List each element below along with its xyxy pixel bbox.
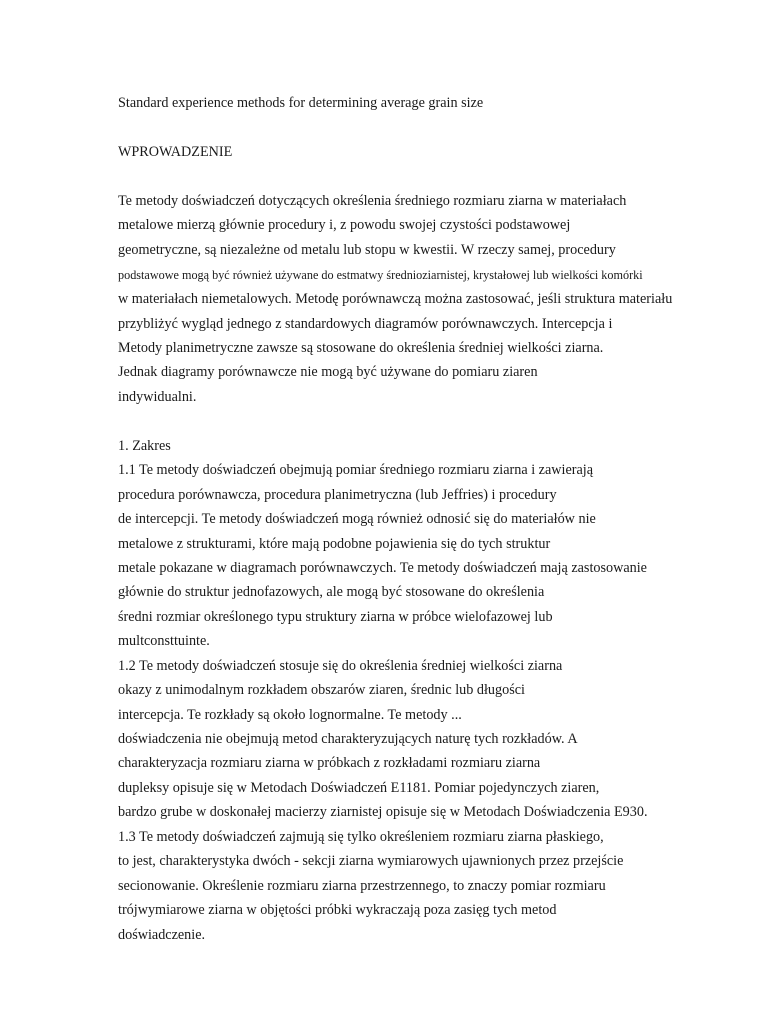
intro-line: przybliżyć wygląd jednego z standardowych diagramów porównawczych. Intercepcja i bbox=[118, 316, 613, 332]
body-line: okazy z unimodalnym rozkładem obszarów ziaren, średnic lub długości bbox=[118, 682, 525, 698]
section-heading-scope: 1. Zakres bbox=[118, 438, 171, 454]
body-line: metalowe z strukturami, które mają podobne pojawienia się do tych struktur bbox=[118, 536, 551, 552]
body-line: bardzo grube w doskonałej macierzy ziarnistej opisuje się w Metodach Doświadczenia E930. bbox=[118, 804, 648, 820]
body-line: procedura porównawcza, procedura planimetryczna (lub Jeffries) i procedury bbox=[118, 487, 557, 503]
intro-line: Te metody doświadczeń dotyczących określenia średniego rozmiaru ziarna w materiałach bbox=[118, 193, 627, 209]
body-line: 1.3 Te metody doświadczeń zajmują się tylko określeniem rozmiaru ziarna płaskiego, bbox=[118, 829, 604, 845]
body-line: dupleksy opisuje się w Metodach Doświadczeń E1181. Pomiar pojedynczych ziaren, bbox=[118, 780, 600, 796]
document-title: Standard experience methods for determining average grain size bbox=[118, 95, 484, 111]
body-line: charakteryzacja rozmiaru ziarna w próbkach z rozkładami rozmiaru ziarna bbox=[118, 755, 541, 771]
body-line: średni rozmiar określonego typu struktury ziarna w próbce wielofazowej lub bbox=[118, 609, 553, 625]
body-line: 1.1 Te metody doświadczeń obejmują pomiar średniego rozmiaru ziarna i zawierają bbox=[118, 462, 594, 478]
intro-line: podstawowe mogą być również używane do estmatwy średnioziarnistej, krystałowej lub wielkości komórki bbox=[118, 268, 643, 282]
body-line: de intercepcji. Te metody doświadczeń mogą również odnosić się do materiałów nie bbox=[118, 511, 596, 527]
body-line: metale pokazane w diagramach porównawczych. Te metody doświadczeń mają zastosowanie bbox=[118, 560, 647, 576]
body-line: multconsttuinte. bbox=[118, 633, 210, 649]
body-line: doświadczenie. bbox=[118, 927, 206, 943]
body-line: głównie do struktur jednofazowych, ale mogą być stosowane do określenia bbox=[118, 584, 545, 600]
intro-line: metalowe mierzą głównie procedury i, z powodu swojej czystości podstawowej bbox=[118, 217, 571, 233]
body-line: intercepcja. Te rozkłady są około lognormalne. Te metody ... bbox=[118, 707, 462, 723]
intro-line: geometryczne, są niezależne od metalu lub stopu w kwestii. W rzeczy samej, procedury bbox=[118, 242, 616, 258]
intro-line: indywidualni. bbox=[118, 389, 197, 405]
intro-line: Metody planimetryczne zawsze są stosowane do określenia średniej wielkości ziarna. bbox=[118, 340, 604, 356]
section-heading-introduction: WPROWADZENIE bbox=[118, 144, 233, 160]
body-line: secionowanie. Określenie rozmiaru ziarna przestrzennego, to znaczy pomiar rozmiaru bbox=[118, 878, 606, 894]
body-line: to jest, charakterystyka dwóch - sekcji ziarna wymiarowych ujawnionych przez przejście bbox=[118, 853, 624, 869]
body-line: 1.2 Te metody doświadczeń stosuje się do określenia średniej wielkości ziarna bbox=[118, 658, 563, 674]
body-line: doświadczenia nie obejmują metod charakteryzujących naturę tych rozkładów. A bbox=[118, 731, 578, 747]
body-line: trójwymiarowe ziarna w objętości próbki wykraczają poza zasięg tych metod bbox=[118, 902, 557, 918]
intro-line: w materiałach niemetalowych. Metodę porównawczą można zastosować, jeśli struktura materiału bbox=[118, 291, 673, 307]
intro-line: Jednak diagramy porównawcze nie mogą być używane do pomiaru ziaren bbox=[118, 364, 538, 380]
